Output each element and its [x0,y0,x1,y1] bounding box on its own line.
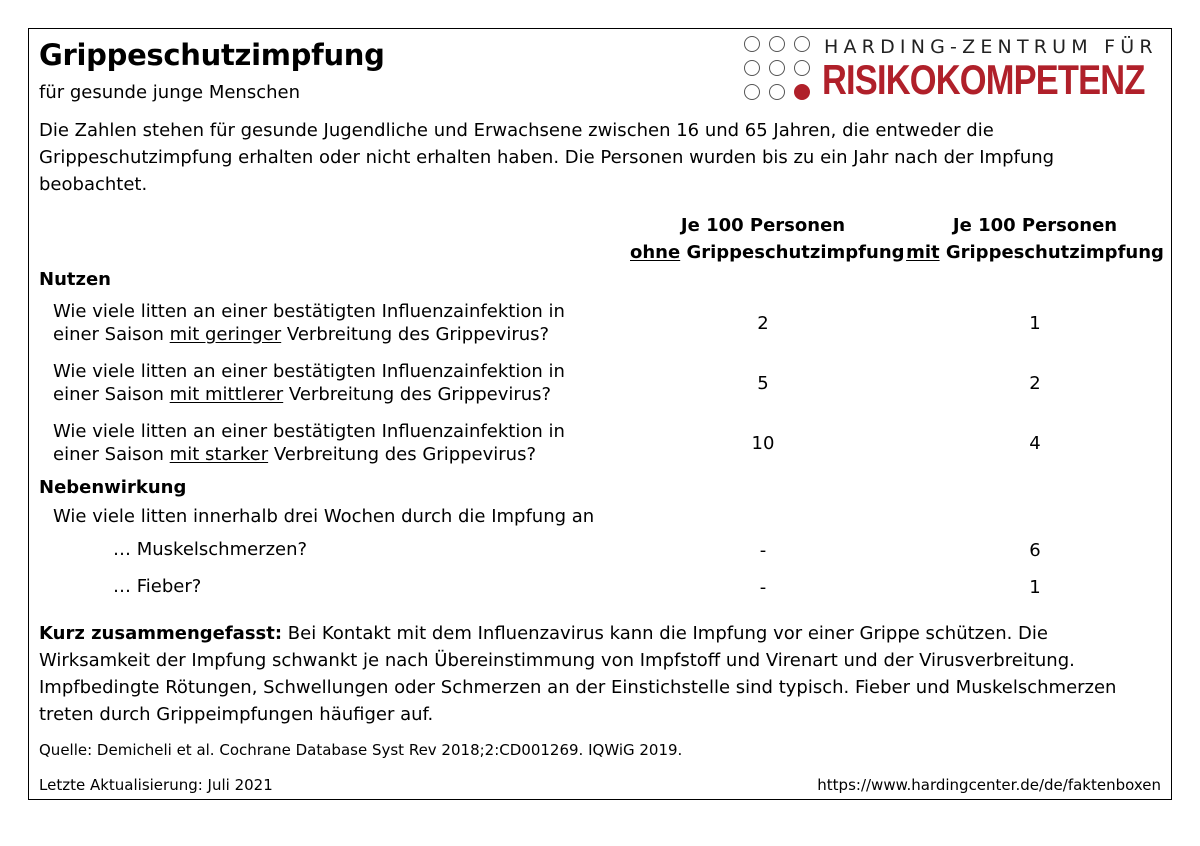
benefit-1-without-value: 2 [757,313,769,334]
column-header-without-rest: Grippeschutzimpfung [680,242,905,263]
side-effect-label-1: … Muskelschmerzen? [113,539,308,560]
column-header-with-line1: Je 100 Personen [952,215,1118,236]
side-effect-2-without-value: - [759,577,767,598]
column-header-without-underlined: ohne [630,242,681,263]
intro-text: Die Zahlen stehen für gesunde Jugendliche und Erwachsene zwischen 16 und 65 Jahren, die entweder die Grippeschutzimpfung erhalten oder nicht erhalten haben. Die Personen wurden bis zu ein Jahr nach der Impfung beobachtet. [39,120,1055,195]
side-effect-1-with-value: 6 [1029,540,1041,561]
section-heading-side-effects: Nebenwirkung [39,477,187,498]
column-header-without [630,212,905,266]
benefit-3-with-value: 4 [1029,433,1041,454]
factbox-url-link[interactable]: https://www.hardingcenter.de/de/faktenboxen [817,776,1161,794]
logo-dots-icon [744,36,816,108]
summary-text: Bei Kontakt mit dem Influenzavirus kann die Impfung vor einer Grippe schützen. Die Wirksamkeit der Impfung schwankt je nach Übereinstimmung von Impfstoff und Virenart und der Virusverbreitung. Impfbedingte Rötungen, Schwellungen oder Schmerzen an der Einstichstelle sind typisch. Fieber und Muskelschmerzen treten durch Grippeimpfungen häufiger auf. [39,623,1117,725]
column-header-with [906,212,1164,266]
harding-center-logo [744,36,1160,108]
benefit-1-with-value: 1 [1029,313,1041,334]
logo-top-text: HARDING-ZENTRUM FÜR [824,36,1158,58]
column-header-with-underlined: mit [906,242,940,263]
benefit-3-without-value: 10 [751,433,775,454]
benefit-2-without-value: 5 [757,373,769,394]
column-header-without-line1: Je 100 Personen [680,215,846,236]
side-effect-2-with-value: 1 [1029,577,1041,598]
logo-bottom-text: RISIKOKOMPETENZ [822,56,1145,103]
column-header-with-rest: Grippeschutzimpfung [939,242,1164,263]
benefit-question-2: Wie viele litten an einer bestätigten Influenzainfektion in einer Saison mit mittlerer Verbreitung des Grippevirus? [53,361,565,405]
side-effect-1-without-value: - [759,540,767,561]
section-heading-benefits: Nutzen [39,269,111,290]
benefit-2-with-value: 2 [1029,373,1041,394]
last-updated: Letzte Aktualisierung: Juli 2021 [39,776,273,794]
source-citation: Quelle: Demicheli et al. Cochrane Database Syst Rev 2018;2:CD001269. IQWiG 2019. [39,741,683,759]
side-effect-label-2: … Fieber? [113,576,202,597]
benefit-question-1: Wie viele litten an einer bestätigten Influenzainfektion in einer Saison mit geringer Verbreitung des Grippevirus? [53,301,565,345]
summary-paragraph [39,620,1149,728]
summary-label: Kurz zusammengefasst: [39,623,283,644]
benefit-question-3: Wie viele litten an einer bestätigten Influenzainfektion in einer Saison mit starker Verbreitung des Grippevirus? [53,421,565,465]
side-effects-question: Wie viele litten innerhalb drei Wochen durch die Impfung an [53,506,595,527]
page-title: Grippeschutzimpfung [39,38,385,72]
page-subtitle: für gesunde junge Menschen [39,82,300,103]
